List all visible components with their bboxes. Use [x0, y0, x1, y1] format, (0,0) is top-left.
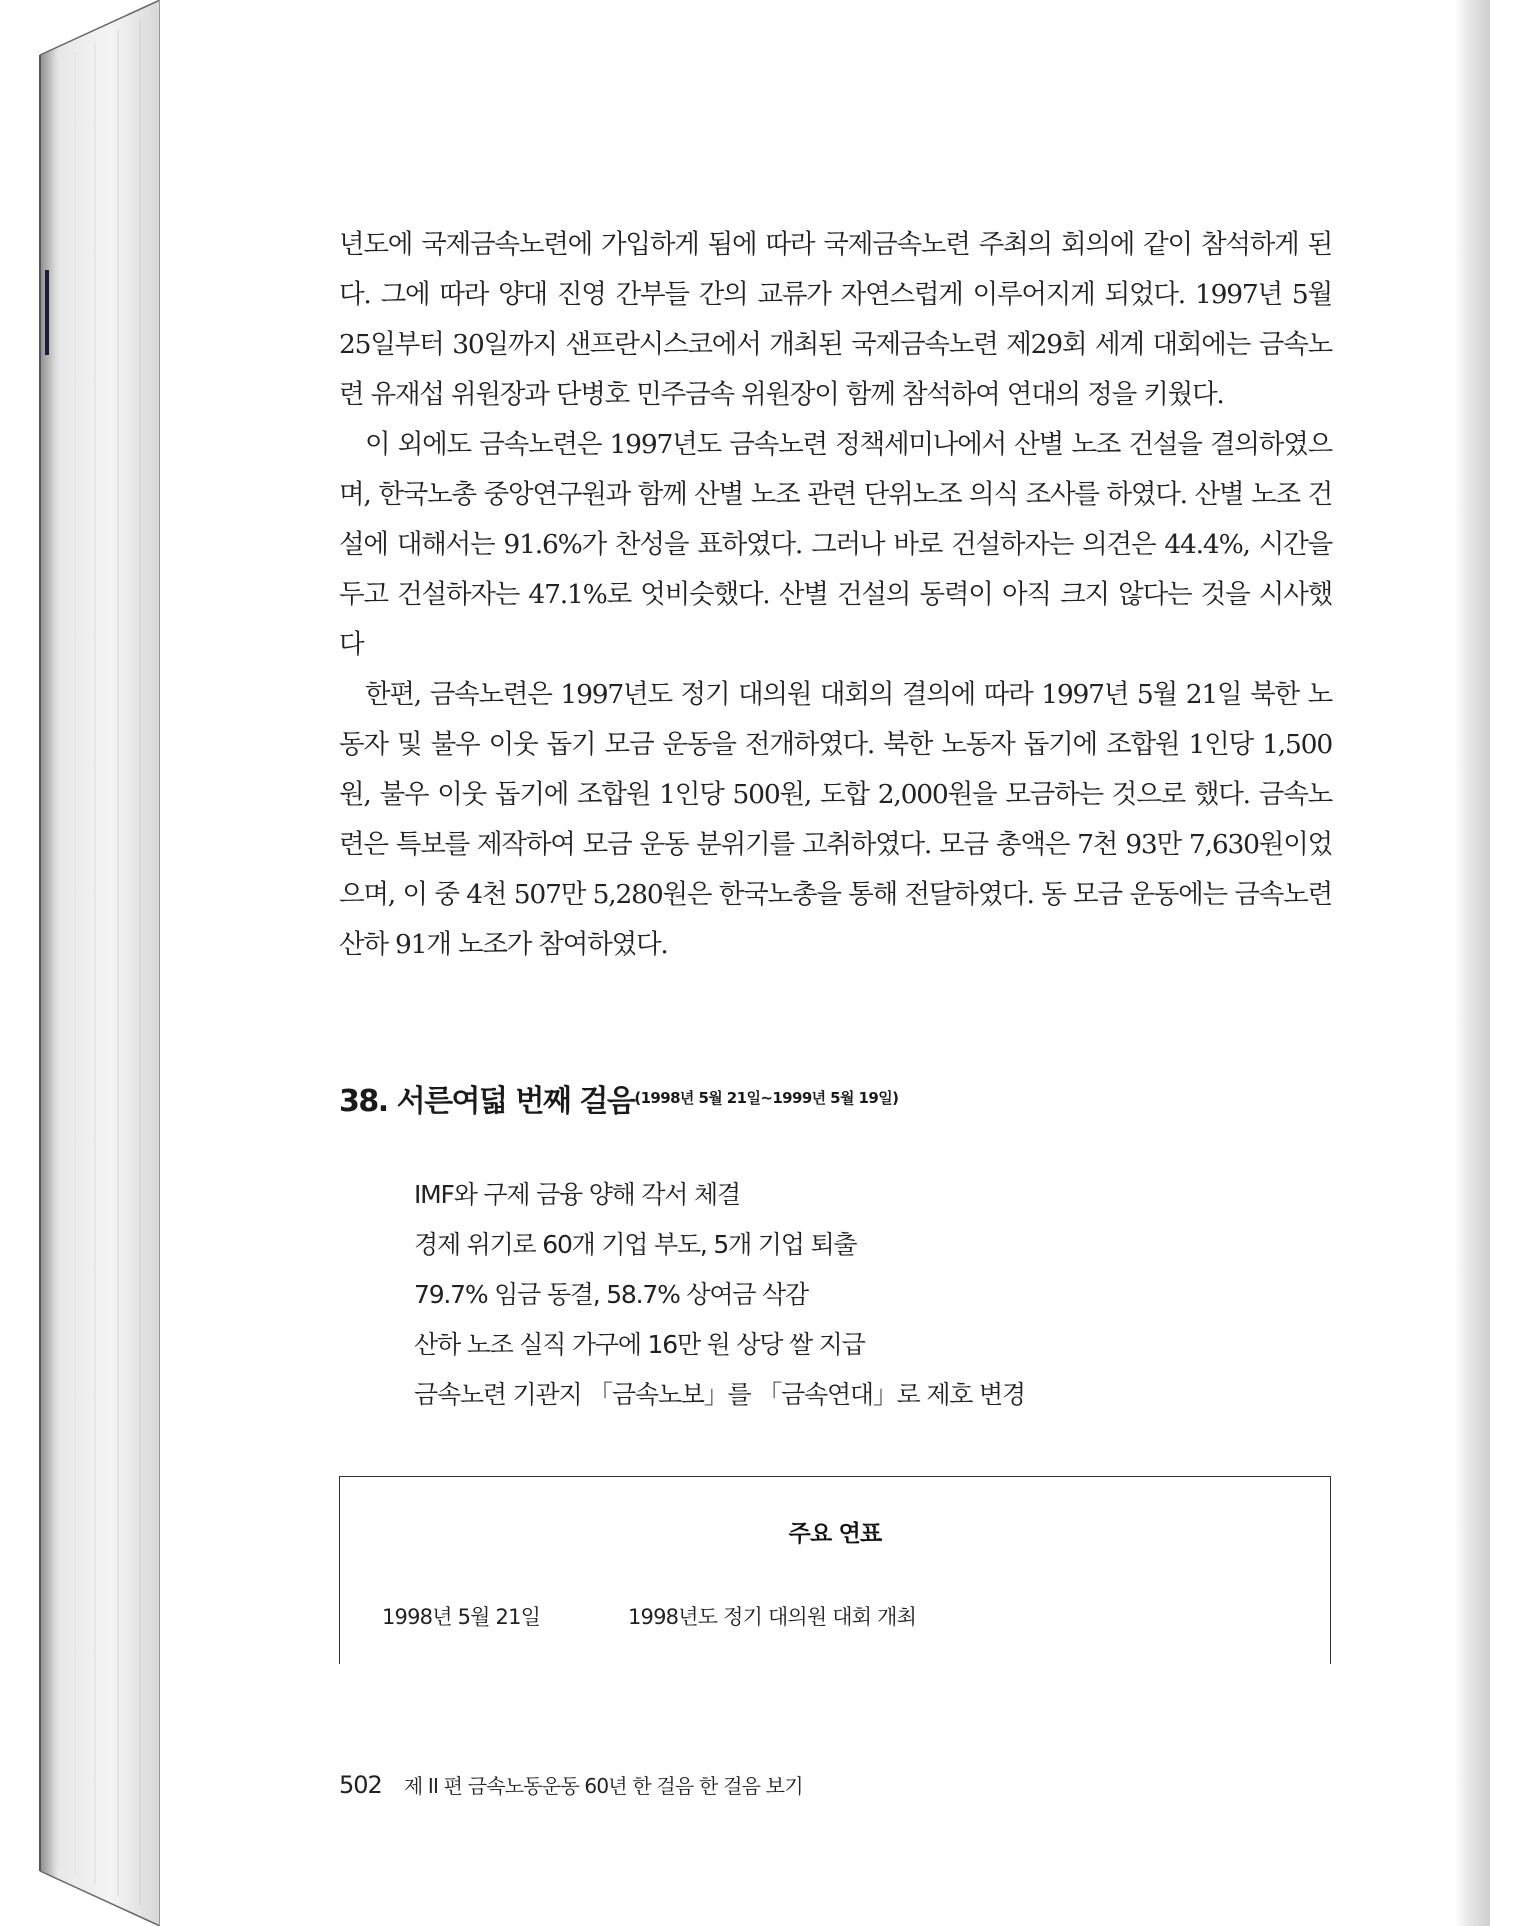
- highlight-item: 79.7% 임금 동결, 58.7% 상여금 삭감: [414, 1280, 808, 1309]
- section-period: (1998년 5월 21일~1999년 5월 19일): [634, 1089, 899, 1107]
- timeline-event: 1998년도 정기 대의원 대회 개최: [628, 1605, 917, 1629]
- body-text: [339, 220, 1332, 970]
- book-page-edge: [0, 0, 160, 1926]
- paragraph: 이 외에도 금속노련은 1997년도 금속노련 정책세미나에서 산별 노조 건설을 결의하였으며, 한국노총 중앙연구원과 함께 산별 노조 관련 단위노조 의식 조사를 하였다. 산별 노조 건설에 대해서는 91.6%가 찬성을 표하였다. 그러나 바로 건설하자는 의견은 44.4%, 시간을 두고 건설하자는 47.1%로 엇비슷했다. 산별 건설의 동력이 아직 크지 않다는 것을 시사했다: [339, 429, 1332, 660]
- highlight-item: IMF와 구제 금융 양해 각서 체결: [414, 1180, 740, 1209]
- highlights-list: [414, 1170, 1025, 1420]
- section-heading: [339, 1076, 898, 1120]
- paragraph: 한편, 금속노련은 1997년도 정기 대의원 대회의 결의에 따라 1997년 5월 21일 북한 노동자 및 불우 이웃 돕기 모금 운동을 전개하였다. 북한 노동자 돕기에 조합원 1인당 1,500원, 불우 이웃 돕기에 조합원 1인당 500원, 도합 2,000원을 모금하는 것으로 했다. 금속노련은 특보를 제작하여 모금 운동 분위기를 고취하였다. 모금 총액은 7천 93만 7,630원이었으며, 이 중 4천 507만 5,280원은 한국노총을 통해 전달하였다. 동 모금 운동에는 금속노련 산하 91개 노조가 참여하였다.: [339, 679, 1332, 960]
- page-curl-shadow: [1454, 0, 1490, 1926]
- timeline-row: [382, 1601, 916, 1631]
- paragraph: 년도에 국제금속노련에 가입하게 됨에 따라 국제금속노련 주최의 회의에 같이 참석하게 된다. 그에 따라 양대 진영 간부들 간의 교류가 자연스럽게 이루어지게 되었다. 1997년 5월 25일부터 30일까지 샌프란시스코에서 개최된 국제금속노련 제29회 세계 대회에는 금속노련 유재섭 위원장과 단병호 민주금속 위원장이 함께 참석하여 연대의 정을 키웠다.: [339, 229, 1332, 410]
- highlight-item: 금속노련 기관지 「금속노보」를 「금속연대」로 제호 변경: [414, 1380, 1025, 1409]
- timeline-box: [339, 1476, 1331, 1664]
- page-number: 502: [339, 1771, 382, 1799]
- timeline-date: 1998년 5월 21일: [382, 1605, 541, 1629]
- highlight-item: 산하 노조 실직 가구에 16만 원 상당 쌀 지급: [414, 1330, 865, 1359]
- page-footer: [339, 1770, 803, 1799]
- highlight-item: 경제 위기로 60개 기업 부도, 5개 기업 퇴출: [414, 1230, 857, 1259]
- section-title: 38. 서른여덟 번째 걸음: [339, 1084, 635, 1119]
- footer-label: 제 II 편 금속노동운동 60년 한 걸음 한 걸음 보기: [403, 1774, 803, 1798]
- timeline-title: 주요 연표: [788, 1521, 882, 1547]
